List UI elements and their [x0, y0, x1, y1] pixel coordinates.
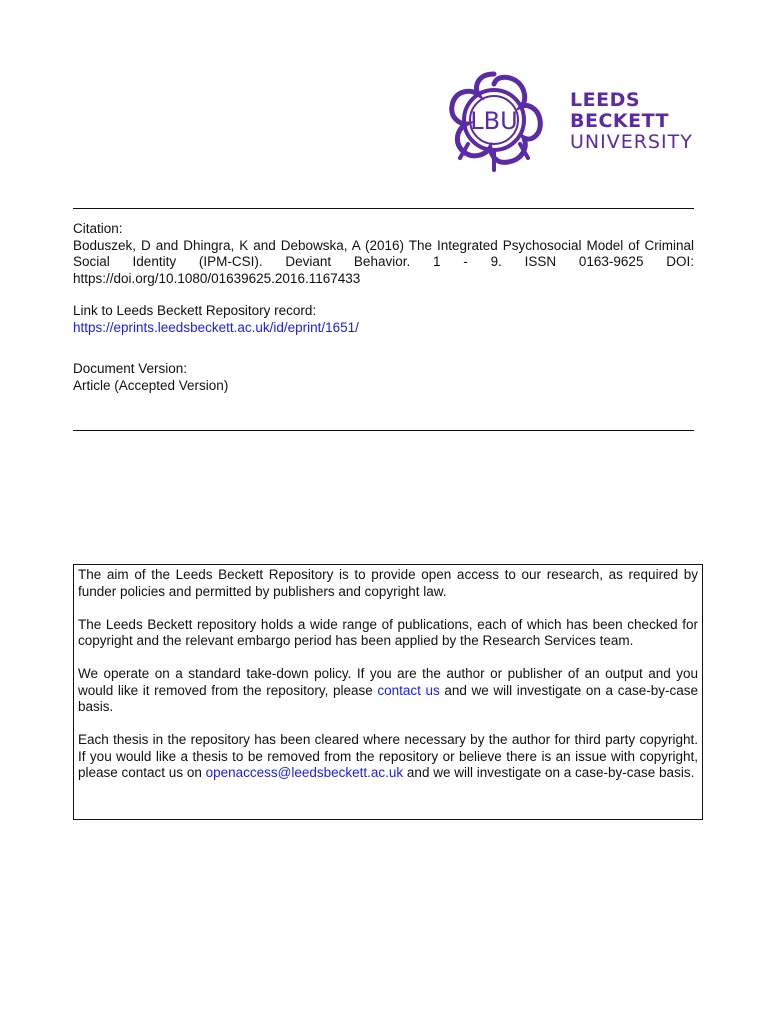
logo-word-beckett: BECKETT — [570, 110, 669, 132]
document-version-value: Article (Accepted Version) — [73, 377, 229, 393]
notice-paragraph-holdings: The Leeds Beckett repository holds a wide range of publications, each of which has been checked for copyright and the relevant embargo period has been applied by the Research Services team. — [78, 616, 698, 648]
notice-paragraph-thesis: Each thesis in the repository has been cleared where necessary by the author for third party copyright. If you would like a thesis to be removed from the repository or believe there is an issue with copyright, please contact us on openaccess@leedsbeckett.ac.uk and we will investigate on a case-by-case basis. — [78, 732, 698, 780]
logo-monogram: LBU — [470, 107, 518, 135]
repository-link-section — [73, 303, 694, 336]
bottom-divider — [73, 430, 694, 431]
university-rose-emblem-icon — [438, 66, 550, 174]
citation-section — [73, 221, 694, 287]
repository-notice-box — [73, 564, 703, 820]
contact-us-link[interactable]: contact us — [377, 682, 440, 698]
document-version-label: Document Version: — [73, 361, 188, 376]
document-version-section — [73, 361, 694, 394]
notice-paragraph-takedown: We operate on a standard take-down policy. If you are the author or publisher of an output and you would like it removed from the repository, please contact us and we will investigate on a case-by-case basis. — [78, 666, 698, 714]
logo-word-leeds: LEEDS — [570, 89, 641, 111]
repository-link-label: Link to Leeds Beckett Repository record: — [73, 303, 317, 318]
leeds-beckett-logo — [438, 66, 708, 174]
logo-word-university: UNIVERSITY — [570, 131, 693, 153]
notice-paragraph-aim: The aim of the Leeds Beckett Repository is to provide open access to our research, as required by funder policies and permitted by publishers and copyright law. — [78, 567, 698, 599]
citation-text: Boduszek, D and Dhingra, K and Debowska, A (2016) The Integrated Psychosocial Model of Criminal Social Identity (IPM-CSI). Deviant Behavior. 1 - 9. ISSN 0163-9625 DOI: https://doi.org/10.1080/01639625.2016.1167433 — [73, 237, 694, 286]
top-divider — [73, 208, 694, 209]
citation-label: Citation: — [73, 221, 123, 236]
repository-record-link[interactable]: https://eprints.leedsbeckett.ac.uk/id/eprint/1651/ — [73, 319, 359, 335]
openaccess-email-link[interactable]: openaccess@leedsbeckett.ac.uk — [205, 765, 404, 780]
